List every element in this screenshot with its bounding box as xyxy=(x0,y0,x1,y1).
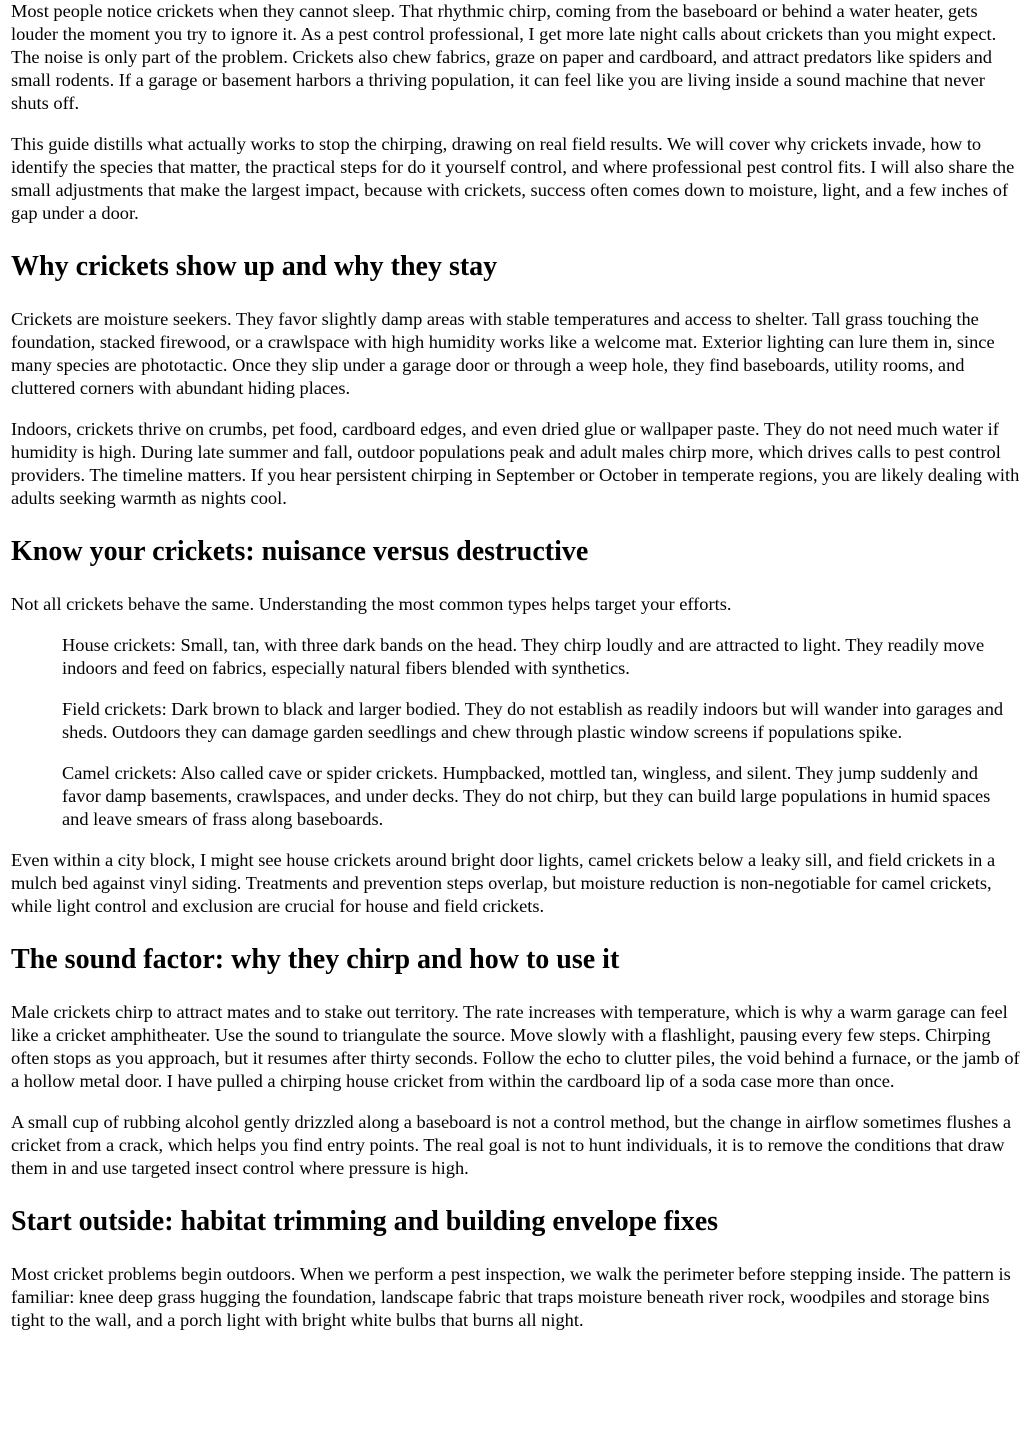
cricket-type-field: Field crickets: Dark brown to black and larger bodied. They do not establish as readily indoors but will wander into garages and sheds. Outdoors they can damage garden seedlings and chew through plastic window screens if populations spike. xyxy=(62,699,1004,742)
section-3-paragraph-2: A small cup of rubbing alcohol gently drizzled along a baseboard is not a control method, but the change in airflow sometimes flushes a cricket from a crack, which helps you find entry points. The real goal is not to hunt individuals, it is to remove the conditions that draw them in and use targeted insect control where pressure is high. xyxy=(11,1112,1011,1178)
section-2-outro: Even within a city block, I might see house crickets around bright door lights, camel crickets below a leaky sill, and field crickets in a mulch bed against vinyl siding. Treatments and prevention steps overlap, but moisture reduction is non-negotiable for camel crickets, while light control and exclusion are crucial for house and field crickets. xyxy=(11,850,996,916)
cricket-type-house: House crickets: Small, tan, with three dark bands on the head. They chirp loudly and are attracted to light. They readily move indoors and feed on fabrics, especially natural fibers blended with synthetics. xyxy=(62,635,985,678)
intro-paragraph-2: This guide distills what actually works to stop the chirping, drawing on real field results. We will cover why crickets invade, how to identify the species that matter, the practical steps for do it yourself control, and where professional pest control fits. I will also share the small adjustments that make the largest impact, because with crickets, success often comes down to moisture, light, and a few inches of gap under a door. xyxy=(11,134,1015,223)
section-heading-start-outside: Start outside: habitat trimming and building envelope fixes xyxy=(11,1206,719,1237)
section-1-paragraph-1: Crickets are moisture seekers. They favor slightly damp areas with stable temperatures and access to shelter. Tall grass touching the foundation, stacked firewood, or a crawlspace with high humidity works like a welcome mat. Exterior lighting can lure them in, since many species are phototactic. Once they slip under a garage door or through a weep hole, they find baseboards, utility rooms, and cluttered corners with abundant hiding places. xyxy=(11,309,995,398)
section-1-paragraph-2: Indoors, crickets thrive on crumbs, pet food, cardboard edges, and even dried glue or wallpaper paste. They do not need much water if humidity is high. During late summer and fall, outdoor populations peak and adult males chirp more, which drives calls to pest control providers. The timeline matters. If you hear persistent chirping in September or October in temperate regions, you are likely dealing with adults seeking warmth as nights cool. xyxy=(11,419,1020,508)
section-3-paragraph-1: Male crickets chirp to attract mates and to stake out territory. The rate increases with temperature, which is why a warm garage can feel like a cricket amphitheater. Use the sound to triangulate the source. Move slowly with a flashlight, pausing every few steps. Chirping often stops as you approach, but it resumes after thirty seconds. Follow the echo to clutter piles, the void behind a furnace, or the jamb of a hollow metal door. I have pulled a chirping house cricket from within the cardboard lip of a soda case more than once. xyxy=(11,1002,1020,1091)
section-heading-know-your-crickets: Know your crickets: nuisance versus destructive xyxy=(11,536,589,567)
section-2-intro: Not all crickets behave the same. Understanding the most common types helps target your efforts. xyxy=(11,594,732,614)
section-4-paragraph-1: Most cricket problems begin outdoors. When we perform a pest inspection, we walk the perimeter before stepping inside. The pattern is familiar: knee deep grass hugging the foundation, landscape fabric that traps moisture beneath river rock, woodpiles and storage bins tight to the wall, and a porch light with bright white bulbs that burns all night. xyxy=(11,1264,1011,1330)
section-heading-why-crickets: Why crickets show up and why they stay xyxy=(11,251,498,282)
section-heading-sound-factor: The sound factor: why they chirp and how to use it xyxy=(11,944,620,975)
article xyxy=(11,0,1021,1350)
cricket-type-camel: Camel crickets: Also called cave or spider crickets. Humpbacked, mottled tan, wingless, and silent. They jump suddenly and favor damp basements, crawlspaces, and under decks. They do not chirp, but they can build large populations in humid spaces and leave smears of frass along baseboards. xyxy=(62,763,991,829)
intro-paragraph-1: Most people notice crickets when they cannot sleep. That rhythmic chirp, coming from the baseboard or behind a water heater, gets louder the moment you try to ignore it. As a pest control professional, I get more late night calls about crickets than you might expect. The noise is only part of the problem. Crickets also chew fabrics, graze on paper and cardboard, and attract predators like spiders and small rodents. If a garage or basement harbors a thriving population, it can feel like you are living inside a sound machine that never shuts off. xyxy=(11,1,997,113)
